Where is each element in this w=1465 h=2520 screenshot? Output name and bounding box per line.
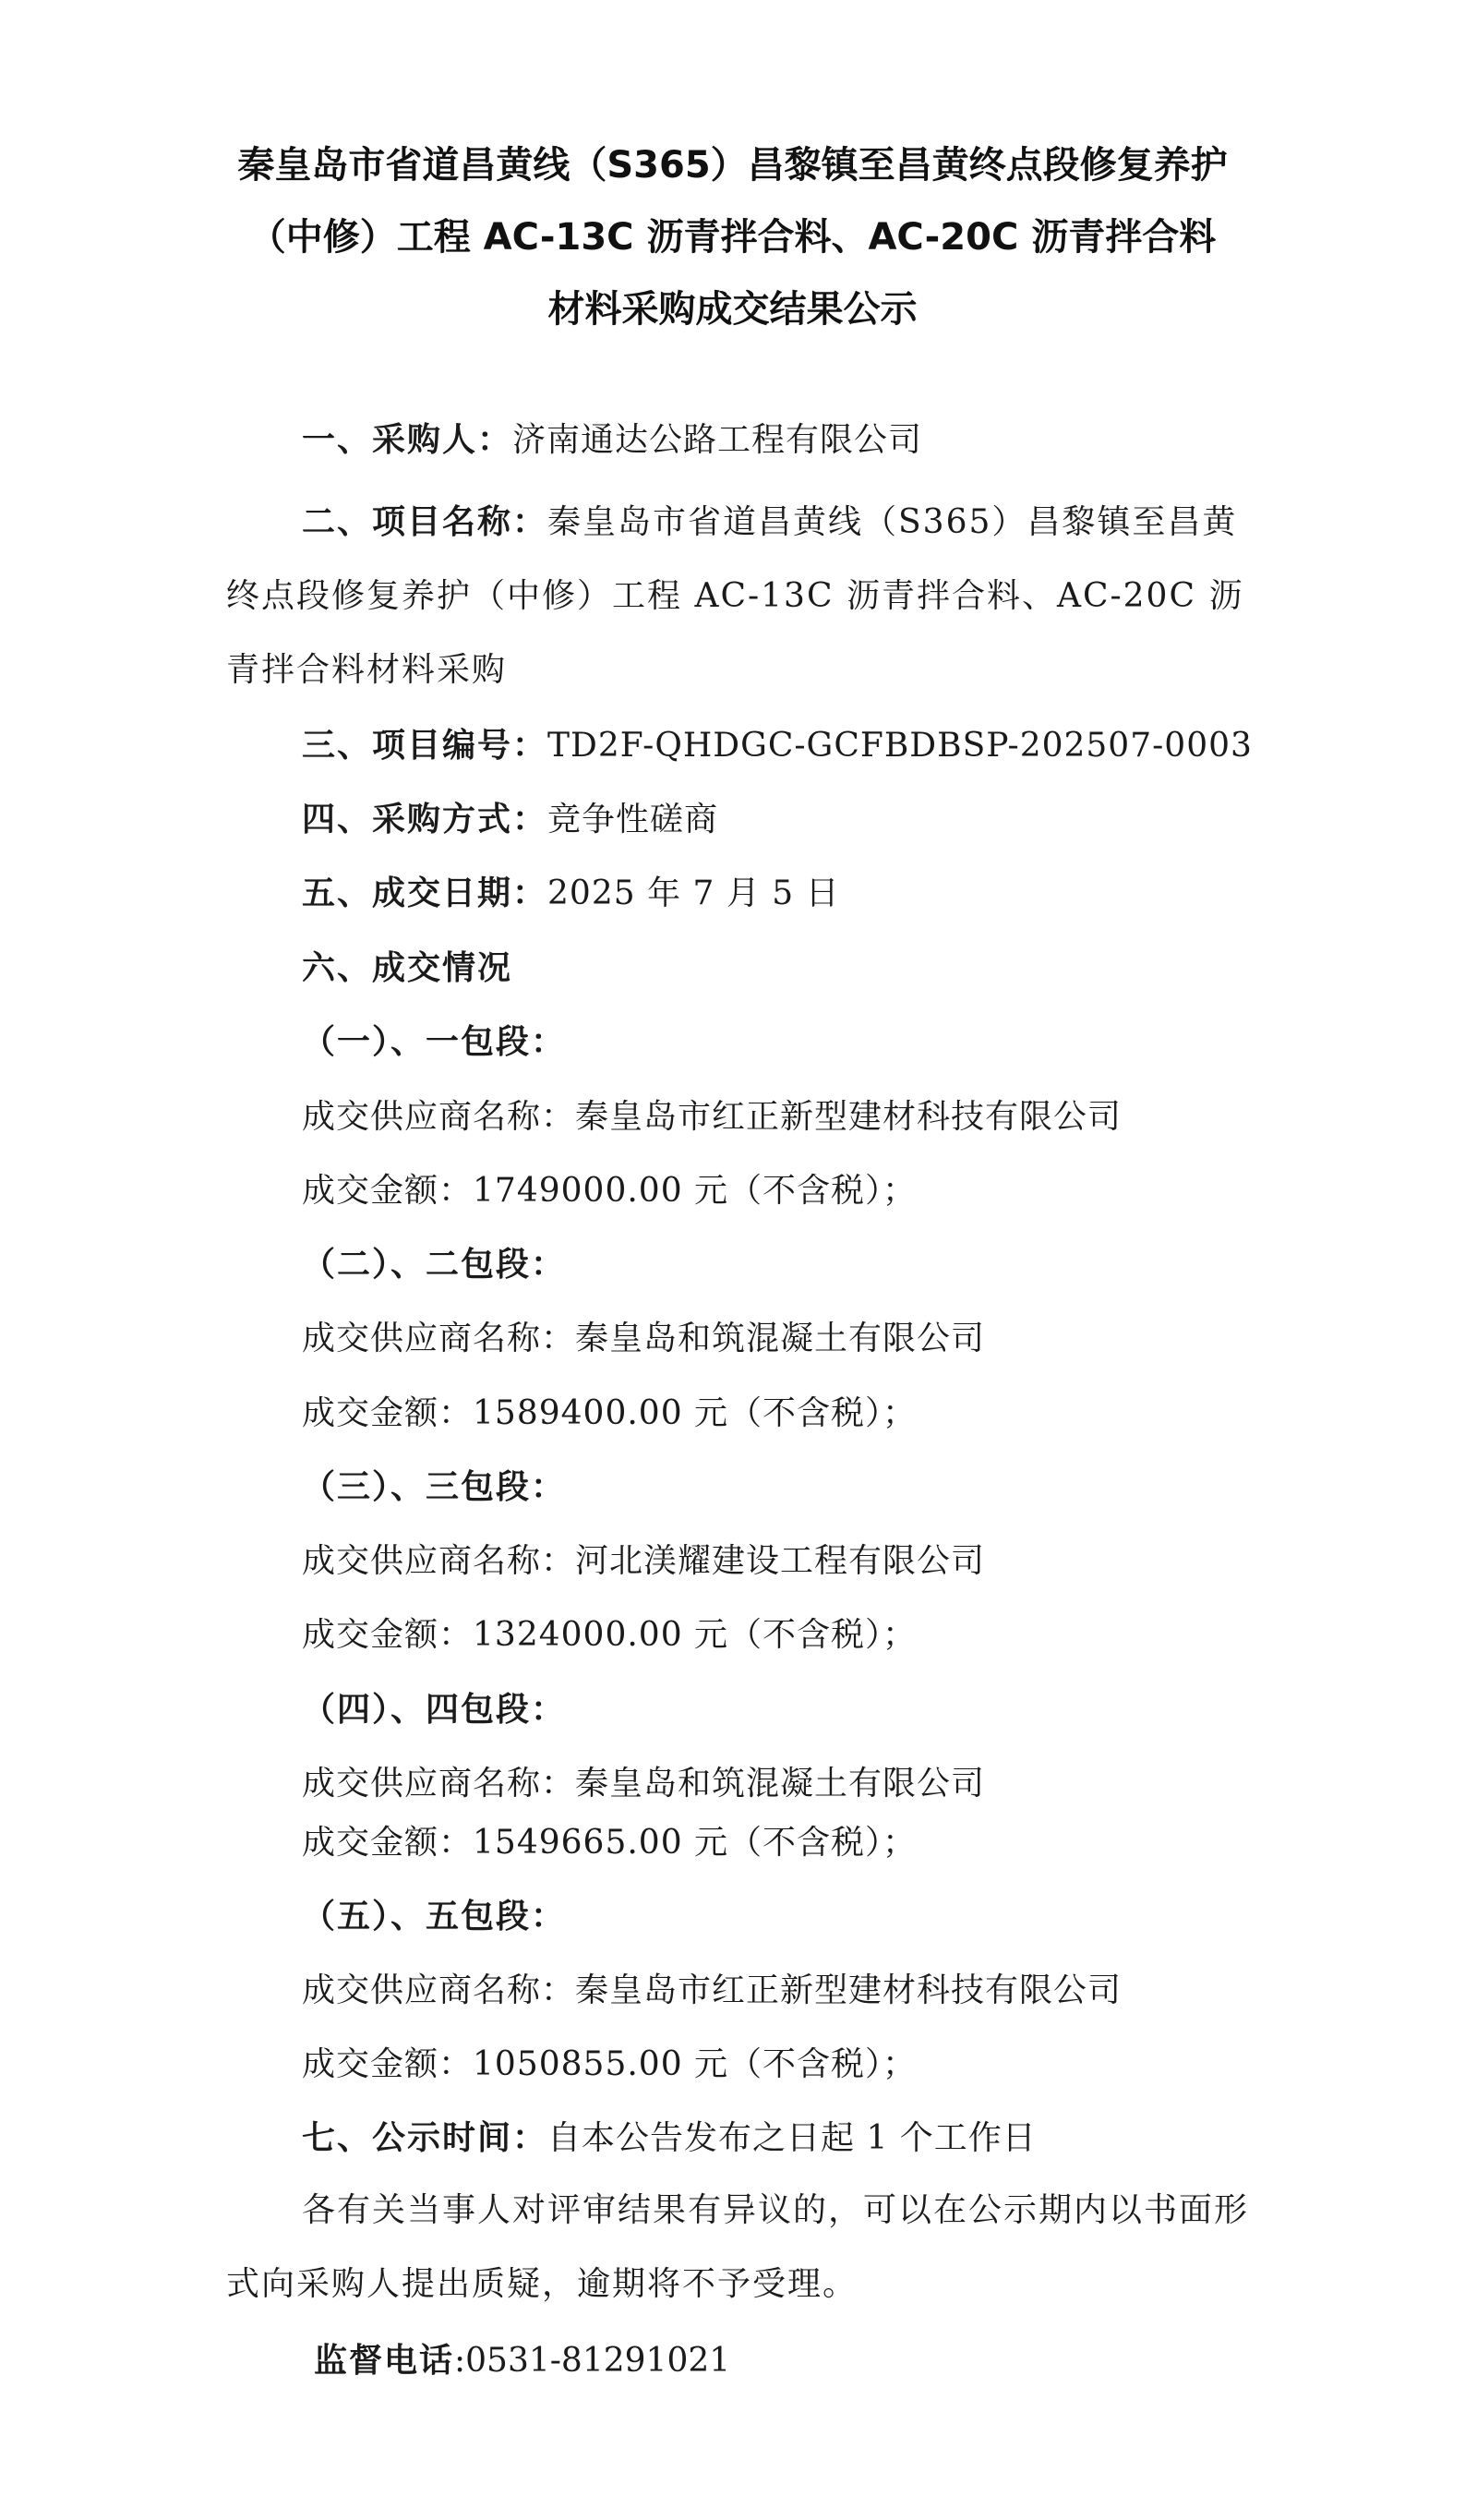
project-number-value: TD2F-QHDGC-GCFBDBSP-202507-0003 <box>547 727 1253 765</box>
supervision-phone-row <box>314 2341 730 2381</box>
procurement-method-value: 竞争性磋商 <box>547 801 719 838</box>
package-1-supplier-label: 成交供应商名称： <box>302 1098 576 1136</box>
package-3-supplier-label: 成交供应商名称： <box>302 1542 576 1580</box>
package-2-supplier: 秦皇岛和筑混凝土有限公司 <box>575 1320 986 1357</box>
package-2-amount-row <box>302 1393 917 1434</box>
package-4-amount: 1549665.00 元（不含税）； <box>473 1824 918 1862</box>
package-2-supplier-row <box>302 1319 985 1359</box>
title-line-2: （中修）工程 AC-13C 沥青拌合料、AC-20C 沥青拌合料 <box>248 216 1217 259</box>
project-name-row <box>226 486 1260 707</box>
procurement-method-label: 四、采购方式： <box>302 801 548 838</box>
notice-period-label: 七、公示时间： <box>302 2119 548 2157</box>
package-5-heading: （五）、五包段： <box>302 1898 567 1935</box>
package-3-amount: 1324000.00 元（不含税）； <box>473 1616 918 1654</box>
purchaser-value: 济南通达公路工程有限公司 <box>512 421 923 459</box>
supervision-phone-value: :0531-81291021 <box>454 2342 731 2380</box>
document-title <box>185 129 1280 345</box>
package-5-amount-label: 成交金额： <box>302 2045 474 2083</box>
package-2-heading: （二）、二包段： <box>302 1246 567 1284</box>
procurement-method-row <box>302 800 718 840</box>
package-5-supplier: 秦皇岛市红正新型建材科技有限公司 <box>575 1971 1123 2009</box>
purchaser-row <box>302 420 922 461</box>
package-3-amount-label: 成交金额： <box>302 1616 474 1654</box>
notice-period-value: 自本公告发布之日起 1 个工作日 <box>547 2119 1037 2157</box>
objection-note: 各有关当事人对评审结果有异议的，可以在公示期内以书面形式向采购人提出质疑，逾期将不予受理。 <box>226 2191 1250 2303</box>
package-1-supplier-row <box>302 1097 1122 1138</box>
title-line-1: 秦皇岛市省道昌黄线（S365）昌黎镇至昌黄终点段修复养护 <box>237 144 1228 187</box>
package-2-amount-label: 成交金额： <box>302 1394 474 1432</box>
title-line-3: 材料采购成交结果公示 <box>547 288 918 331</box>
package-5-supplier-row <box>302 1971 1122 2011</box>
package-1-amount-row <box>302 1171 917 1212</box>
package-3-heading: （三）、三包段： <box>302 1468 567 1506</box>
supervision-phone-label: 监督电话 <box>314 2342 455 2380</box>
package-4-heading: （四）、四包段： <box>302 1691 567 1729</box>
package-1-supplier: 秦皇岛市红正新型建材科技有限公司 <box>575 1098 1123 1136</box>
purchaser-label: 一、采购人： <box>302 421 513 459</box>
package-5-supplier-label: 成交供应商名称： <box>302 1971 576 2009</box>
package-2-supplier-label: 成交供应商名称： <box>302 1320 576 1357</box>
notice-period-row <box>302 2118 1037 2159</box>
package-3-supplier-row <box>302 1541 985 1582</box>
package-3-supplier: 河北渼耀建设工程有限公司 <box>575 1542 986 1580</box>
package-4-supplier-label: 成交供应商名称： <box>302 1765 576 1803</box>
project-number-label: 三、项目编号： <box>302 727 548 765</box>
package-2-amount: 1589400.00 元（不含税）； <box>473 1394 918 1432</box>
package-4-supplier-row <box>302 1764 985 1804</box>
deal-section-heading: 六、成交情况 <box>302 949 513 987</box>
deal-date-label: 五、成交日期： <box>302 874 548 912</box>
package-5-amount-row <box>302 2044 917 2085</box>
package-4-supplier: 秦皇岛和筑混凝土有限公司 <box>575 1765 986 1803</box>
deal-date-value: 2025 年 7 月 5 日 <box>547 874 840 912</box>
package-4-amount-row <box>302 1823 917 1863</box>
package-4-amount-label: 成交金额： <box>302 1824 474 1862</box>
project-name-label: 二、项目名称： <box>302 503 548 541</box>
project-number-row <box>302 726 1253 766</box>
package-1-amount: 1749000.00 元（不含税）； <box>473 1172 918 1210</box>
project-name-value: 秦皇岛市省道昌黄线（S365）昌黎镇至昌黄终点段修复养护（中修）工程 AC-13C 沥青拌合料、AC-20C 沥青拌合料材料采购 <box>226 503 1244 689</box>
package-3-amount-row <box>302 1615 917 1656</box>
package-5-amount: 1050855.00 元（不含税）； <box>473 2045 918 2083</box>
package-1-amount-label: 成交金额： <box>302 1172 474 1210</box>
package-1-heading: （一）、一包段： <box>302 1023 567 1061</box>
deal-date-row <box>302 874 840 914</box>
